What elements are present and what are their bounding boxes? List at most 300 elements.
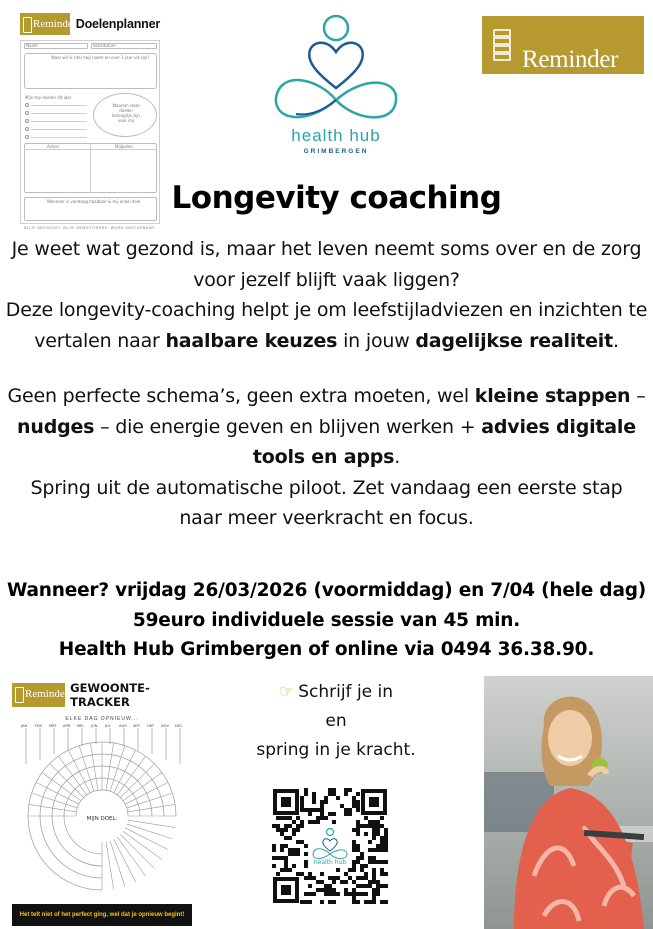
tracker-spoke bbox=[125, 828, 168, 850]
name-field-label: Naam bbox=[26, 43, 38, 48]
cta-line-1 bbox=[236, 678, 436, 707]
logo-infinity-inner bbox=[296, 100, 336, 114]
tracker-center-label: MIJN DOEL: bbox=[86, 816, 118, 822]
qr-module bbox=[380, 836, 384, 840]
tracker-banner: Het telt niet of het perfect ging, wel dat je opnieuw begint! bbox=[12, 904, 192, 926]
qr-module bbox=[320, 808, 324, 812]
qr-module bbox=[344, 880, 348, 884]
coach-photo bbox=[484, 676, 653, 929]
tracker-month-label: SEP bbox=[133, 724, 140, 728]
approach-line-5: naar meer veerkracht en focus. bbox=[179, 507, 474, 529]
qr-module bbox=[348, 788, 352, 792]
goal-bullet bbox=[25, 127, 29, 131]
qr-module bbox=[288, 852, 292, 856]
qr-module bbox=[284, 836, 288, 840]
qr-module bbox=[376, 832, 380, 836]
tracker-spoke bbox=[120, 764, 154, 798]
qr-module bbox=[316, 880, 320, 884]
qr-module bbox=[320, 880, 324, 884]
text-span: . bbox=[612, 329, 619, 352]
qr-module bbox=[364, 884, 368, 888]
qr-module bbox=[356, 792, 360, 796]
qr-module bbox=[360, 824, 364, 828]
qr-module bbox=[352, 864, 356, 868]
intro-line-4 bbox=[0, 326, 653, 357]
qr-module bbox=[380, 844, 384, 848]
tracker-spoke bbox=[42, 773, 81, 801]
qr-module bbox=[372, 836, 376, 840]
qr-module bbox=[288, 816, 292, 820]
intro-line-2: voor jezelf blijft vaak liggen? bbox=[193, 268, 460, 291]
qr-module bbox=[368, 880, 372, 884]
qr-module bbox=[376, 884, 380, 888]
qr-module bbox=[304, 788, 308, 792]
qr-module bbox=[324, 796, 328, 800]
qr-module bbox=[372, 848, 376, 852]
qr-module bbox=[300, 800, 304, 804]
qr-module bbox=[356, 876, 360, 880]
tracker-month-label: JAN bbox=[21, 724, 28, 728]
event-info bbox=[0, 576, 653, 665]
qr-module bbox=[372, 820, 376, 824]
qr-module bbox=[292, 852, 296, 856]
cta-signup-text: Schrijf je in bbox=[298, 682, 394, 702]
page-title: Longevity coaching bbox=[171, 180, 502, 216]
why-prompt: Waarom deze doelen belangrijk zijn voor mij bbox=[112, 103, 140, 123]
qr-module bbox=[356, 800, 360, 804]
qr-module bbox=[380, 840, 384, 844]
qr-module bbox=[284, 864, 288, 868]
qr-module bbox=[384, 836, 388, 840]
qr-module bbox=[352, 804, 356, 808]
qr-module bbox=[352, 896, 356, 900]
qr-module bbox=[360, 876, 364, 880]
tracker-spoke bbox=[120, 834, 154, 868]
qr-module bbox=[368, 824, 372, 828]
qr-module bbox=[372, 900, 376, 904]
health-hub-text: health hub bbox=[291, 126, 381, 145]
qr-module bbox=[352, 888, 356, 892]
approach-line-4: Spring uit de automatische piloot. Zet vandaag een eerste stap bbox=[30, 476, 623, 499]
qr-module bbox=[376, 848, 380, 852]
logo-heart bbox=[309, 43, 363, 88]
qr-module bbox=[304, 852, 308, 856]
tracker-month-label: JUL bbox=[105, 724, 111, 728]
qr-logo-text: health hub bbox=[313, 859, 347, 866]
qr-module bbox=[368, 820, 372, 824]
qr-module bbox=[280, 868, 284, 872]
approach-line-3 bbox=[0, 442, 653, 473]
qr-module bbox=[340, 804, 344, 808]
qr-module bbox=[380, 900, 384, 904]
qr-module bbox=[324, 888, 328, 892]
qr-module bbox=[376, 820, 380, 824]
qr-module bbox=[276, 816, 280, 820]
qr-module bbox=[352, 860, 356, 864]
tracker-grid bbox=[26, 728, 180, 890]
qr-module bbox=[352, 828, 356, 832]
qr-module bbox=[372, 888, 376, 892]
qr-module bbox=[300, 900, 304, 904]
qr-module bbox=[384, 872, 388, 876]
qr-module bbox=[380, 860, 384, 864]
tracker-spoke bbox=[123, 773, 162, 801]
qr-module bbox=[324, 816, 328, 820]
qr-module bbox=[352, 892, 356, 896]
reminder-wordmark: Reminder bbox=[522, 46, 619, 73]
qr-module bbox=[372, 880, 376, 884]
qr-module bbox=[352, 844, 356, 848]
qr-module bbox=[368, 856, 372, 860]
qr-module bbox=[288, 868, 292, 872]
qr-module bbox=[280, 832, 284, 836]
reminder-stack-icon bbox=[492, 28, 514, 62]
qr-module bbox=[332, 880, 336, 884]
qr-module bbox=[364, 832, 368, 836]
qr-module bbox=[272, 844, 276, 848]
event-where: Health Hub Grimbergen of online via 0494 36.38.90. bbox=[58, 639, 595, 660]
qr-module bbox=[364, 824, 368, 828]
qr-module bbox=[364, 816, 368, 820]
tracker-spoke bbox=[36, 782, 79, 804]
qr-module bbox=[304, 876, 308, 880]
qr-module bbox=[364, 876, 368, 880]
tracker-title: GEWOONTE-TRACKER bbox=[70, 681, 150, 709]
qr-module bbox=[384, 860, 388, 864]
qr-module bbox=[328, 900, 332, 904]
face bbox=[548, 710, 592, 766]
qr-module bbox=[304, 860, 308, 864]
goal-line bbox=[31, 121, 87, 122]
qr-module bbox=[312, 876, 316, 880]
health-hub-subtitle: GRIMBERGEN bbox=[303, 148, 369, 155]
qr-module bbox=[352, 848, 356, 852]
goal-bullet bbox=[25, 119, 29, 123]
qr-module bbox=[368, 860, 372, 864]
goals-prompt: Mijn top doelen dit jaar bbox=[25, 95, 72, 100]
tracker-spoke bbox=[125, 782, 168, 804]
qr-module bbox=[356, 820, 360, 824]
tracker-month-label: AUG bbox=[119, 724, 127, 728]
bold-advies-digitale: advies digitale bbox=[481, 415, 636, 438]
qr-module bbox=[324, 800, 328, 804]
qr-module bbox=[372, 896, 376, 900]
qr-module bbox=[368, 884, 372, 888]
qr-module bbox=[300, 796, 304, 800]
qr-module bbox=[276, 824, 280, 828]
qr-module bbox=[284, 828, 288, 832]
event-price: 59euro individuele sessie van 45 min. bbox=[132, 609, 521, 631]
qr-module bbox=[320, 816, 324, 820]
qr-module bbox=[372, 892, 376, 896]
qr-module bbox=[380, 848, 384, 852]
qr-module bbox=[364, 872, 368, 876]
qr-module bbox=[360, 884, 364, 888]
qr-module bbox=[336, 892, 340, 896]
qr-module bbox=[344, 792, 348, 796]
qr-module bbox=[344, 808, 348, 812]
acties-header: Acties bbox=[47, 144, 60, 149]
qr-module bbox=[360, 852, 364, 856]
qr-module bbox=[384, 900, 388, 904]
bold-kleine-stappen: kleine stappen bbox=[474, 385, 631, 407]
qr-module bbox=[372, 872, 376, 876]
qr-module bbox=[376, 860, 380, 864]
qr-module bbox=[356, 884, 360, 888]
qr-module bbox=[320, 872, 324, 876]
tracker-month-label: DEC bbox=[175, 724, 183, 728]
qr-module bbox=[320, 888, 324, 892]
planner-header bbox=[20, 12, 160, 36]
qr-module bbox=[328, 792, 332, 796]
qr-module bbox=[352, 800, 356, 804]
qr-module bbox=[352, 868, 356, 872]
qr-module bbox=[332, 812, 336, 816]
qr-module bbox=[344, 812, 348, 816]
qr-module bbox=[272, 824, 276, 828]
qr-module bbox=[384, 844, 388, 848]
qr-module bbox=[312, 820, 316, 824]
reminder-mini-logo bbox=[20, 13, 77, 35]
text-span: in jouw bbox=[337, 329, 416, 352]
qr-module bbox=[280, 828, 284, 832]
qr-module bbox=[312, 792, 316, 796]
qr-module bbox=[292, 848, 296, 852]
qr-module bbox=[372, 868, 376, 872]
qr-module bbox=[332, 876, 336, 880]
qr-module bbox=[280, 816, 284, 820]
qr-module bbox=[316, 808, 320, 812]
intro-line-1: Je weet wat gezond is, maar het leven neemt soms over en de zorg bbox=[11, 238, 642, 260]
approach-line-1 bbox=[0, 381, 653, 412]
tracker-spoke bbox=[117, 837, 145, 876]
mini-logo-text: Reminder bbox=[33, 18, 77, 30]
qr-module bbox=[332, 820, 336, 824]
reminder-mini-logo bbox=[12, 683, 69, 707]
qr-module bbox=[284, 816, 288, 820]
qr-module bbox=[360, 868, 364, 872]
qr-module bbox=[292, 864, 296, 868]
qr-module bbox=[328, 888, 332, 892]
qr-module bbox=[300, 872, 304, 876]
tracker-header bbox=[12, 682, 192, 708]
qr-module bbox=[300, 820, 304, 824]
qr-module bbox=[324, 892, 328, 896]
qr-module bbox=[344, 888, 348, 892]
qr-module bbox=[300, 804, 304, 808]
habit-tracker-thumbnail bbox=[12, 682, 192, 926]
qr-module bbox=[332, 792, 336, 796]
qr-module bbox=[384, 848, 388, 852]
logo-infinity bbox=[276, 80, 396, 117]
tracker-month-label: JUN bbox=[91, 724, 98, 728]
qr-module bbox=[348, 812, 352, 816]
qr-module bbox=[380, 816, 384, 820]
qr-module bbox=[280, 856, 284, 860]
tracker-spoke bbox=[123, 831, 162, 859]
qr-module bbox=[304, 808, 308, 812]
qr-module bbox=[304, 844, 308, 848]
qr-module bbox=[352, 840, 356, 844]
qr-module bbox=[348, 808, 352, 812]
qr-module bbox=[284, 860, 288, 864]
qr-module bbox=[356, 804, 360, 808]
qr-module bbox=[348, 892, 352, 896]
qr-module bbox=[356, 900, 360, 904]
tracker-month-label: OKT bbox=[147, 724, 155, 728]
bold-dagelijkse-realiteit: dagelijkse realiteit bbox=[415, 329, 613, 352]
qr-module bbox=[368, 840, 372, 844]
qr-module bbox=[376, 824, 380, 828]
qr-module bbox=[360, 856, 364, 860]
qr-module bbox=[304, 864, 308, 868]
qr-module bbox=[296, 852, 300, 856]
qr-module bbox=[324, 884, 328, 888]
event-when: Wanneer? vrijdag 26/03/2026 (voormiddag) en 7/04 (hele dag) bbox=[6, 580, 647, 601]
qr-module bbox=[376, 892, 380, 896]
goal-line bbox=[31, 105, 87, 106]
mijlpalen-header: Mijlpalen bbox=[115, 144, 133, 149]
approach-line-2 bbox=[0, 412, 653, 443]
mini-logo-text: Reminder bbox=[25, 688, 69, 700]
goal-bullet bbox=[25, 103, 29, 107]
qr-module bbox=[312, 892, 316, 896]
reminder-logo bbox=[482, 16, 644, 74]
qr-module bbox=[284, 844, 288, 848]
tracker-spoke bbox=[50, 764, 84, 798]
qr-module bbox=[296, 840, 300, 844]
qr-module bbox=[372, 828, 376, 832]
qr-module bbox=[280, 844, 284, 848]
tracker-spoke bbox=[114, 750, 136, 793]
text-span: – die energie geven en blijven werken + bbox=[94, 415, 482, 438]
qr-module bbox=[316, 820, 320, 824]
qr-module bbox=[372, 876, 376, 880]
qr-module bbox=[292, 820, 296, 824]
qr-module bbox=[336, 876, 340, 880]
qr-module bbox=[372, 860, 376, 864]
qr-module bbox=[364, 900, 368, 904]
qr-module bbox=[292, 828, 296, 832]
qr-module bbox=[308, 876, 312, 880]
qr-module bbox=[316, 888, 320, 892]
today-prompt: Wanneer is vandaag haalbaar & mij enkel doel bbox=[47, 199, 141, 204]
qr-module bbox=[276, 828, 280, 832]
qr-code[interactable] bbox=[272, 788, 388, 904]
qr-module bbox=[308, 892, 312, 896]
qr-module bbox=[368, 900, 372, 904]
start-field-label: Startdatum bbox=[93, 43, 116, 48]
qr-module bbox=[308, 872, 312, 876]
qr-module bbox=[316, 816, 320, 820]
qr-module bbox=[384, 828, 388, 832]
qr-module bbox=[328, 788, 332, 792]
qr-module bbox=[340, 880, 344, 884]
tracker-spoke bbox=[114, 839, 136, 882]
qr-module bbox=[296, 816, 300, 820]
qr-module bbox=[380, 868, 384, 872]
qr-module bbox=[328, 884, 332, 888]
text-span: – bbox=[630, 385, 646, 407]
qr-module bbox=[296, 824, 300, 828]
qr-module bbox=[312, 808, 316, 812]
qr-module bbox=[376, 880, 380, 884]
qr-module bbox=[356, 808, 360, 812]
goal-line bbox=[31, 137, 87, 138]
qr-module bbox=[356, 848, 360, 852]
qr-module bbox=[284, 856, 288, 860]
text-span: vertalen naar bbox=[34, 329, 166, 352]
qr-module bbox=[352, 900, 356, 904]
qr-module bbox=[332, 788, 336, 792]
qr-module bbox=[284, 824, 288, 828]
qr-module bbox=[320, 800, 324, 804]
qr-module bbox=[356, 832, 360, 836]
qr-module bbox=[332, 892, 336, 896]
approach-paragraph bbox=[0, 381, 653, 534]
tracker-month-label: FEB bbox=[35, 724, 42, 728]
qr-module bbox=[304, 792, 308, 796]
qr-module bbox=[304, 892, 308, 896]
qr-module bbox=[344, 892, 348, 896]
qr-module bbox=[332, 888, 336, 892]
qr-module bbox=[348, 868, 352, 872]
planner-footer: BLIJF GEFOCUST. BLIJF GEMOTIVEERD. WORD ONSTOPBAAR. bbox=[24, 226, 156, 230]
tracker-month-label: MRT bbox=[49, 724, 57, 728]
bold-tools-en-apps: tools en apps bbox=[252, 446, 395, 468]
qr-module bbox=[308, 900, 312, 904]
cta-line-3: spring in je kracht. bbox=[256, 740, 416, 760]
tracker-spoke bbox=[117, 756, 145, 795]
qr-module bbox=[288, 848, 292, 852]
tracker-month-label: MEI bbox=[77, 724, 84, 728]
qr-module bbox=[300, 808, 304, 812]
qr-module bbox=[308, 812, 312, 816]
call-to-action bbox=[236, 678, 436, 765]
tracker-month-labels bbox=[20, 724, 183, 728]
qr-module bbox=[372, 832, 376, 836]
qr-module bbox=[320, 812, 324, 816]
vision-prompt: Waar wil ik (de) hop naam en over 1 jaar uit zijn? bbox=[51, 55, 150, 60]
qr-module bbox=[272, 864, 276, 868]
qr-module bbox=[356, 892, 360, 896]
goal-line bbox=[31, 129, 87, 130]
qr-module bbox=[376, 844, 380, 848]
qr-module bbox=[292, 832, 296, 836]
qr-module bbox=[360, 892, 364, 896]
bold-nudges: nudges bbox=[17, 415, 95, 438]
qr-module bbox=[320, 900, 324, 904]
intro-line-3: Deze longevity-coaching helpt je om leefstijladviezen en inzichten te bbox=[5, 299, 648, 321]
qr-module bbox=[372, 856, 376, 860]
qr-module bbox=[272, 856, 276, 860]
qr-module bbox=[360, 864, 364, 868]
qr-module bbox=[288, 824, 292, 828]
qr-module bbox=[356, 856, 360, 860]
qr-module bbox=[364, 864, 368, 868]
qr-module bbox=[308, 808, 312, 812]
qr-module bbox=[376, 828, 380, 832]
qr-module bbox=[308, 820, 312, 824]
qr-module bbox=[372, 824, 376, 828]
tracker-subtitle: ELKE DAG OPNIEUW... bbox=[65, 716, 139, 722]
qr-module bbox=[356, 860, 360, 864]
qr-module bbox=[320, 804, 324, 808]
planner-title: Doelenplanner bbox=[75, 17, 160, 31]
bold-haalbare-keuzes: haalbare keuzes bbox=[165, 329, 338, 352]
qr-module bbox=[384, 884, 388, 888]
qr-module bbox=[380, 824, 384, 828]
